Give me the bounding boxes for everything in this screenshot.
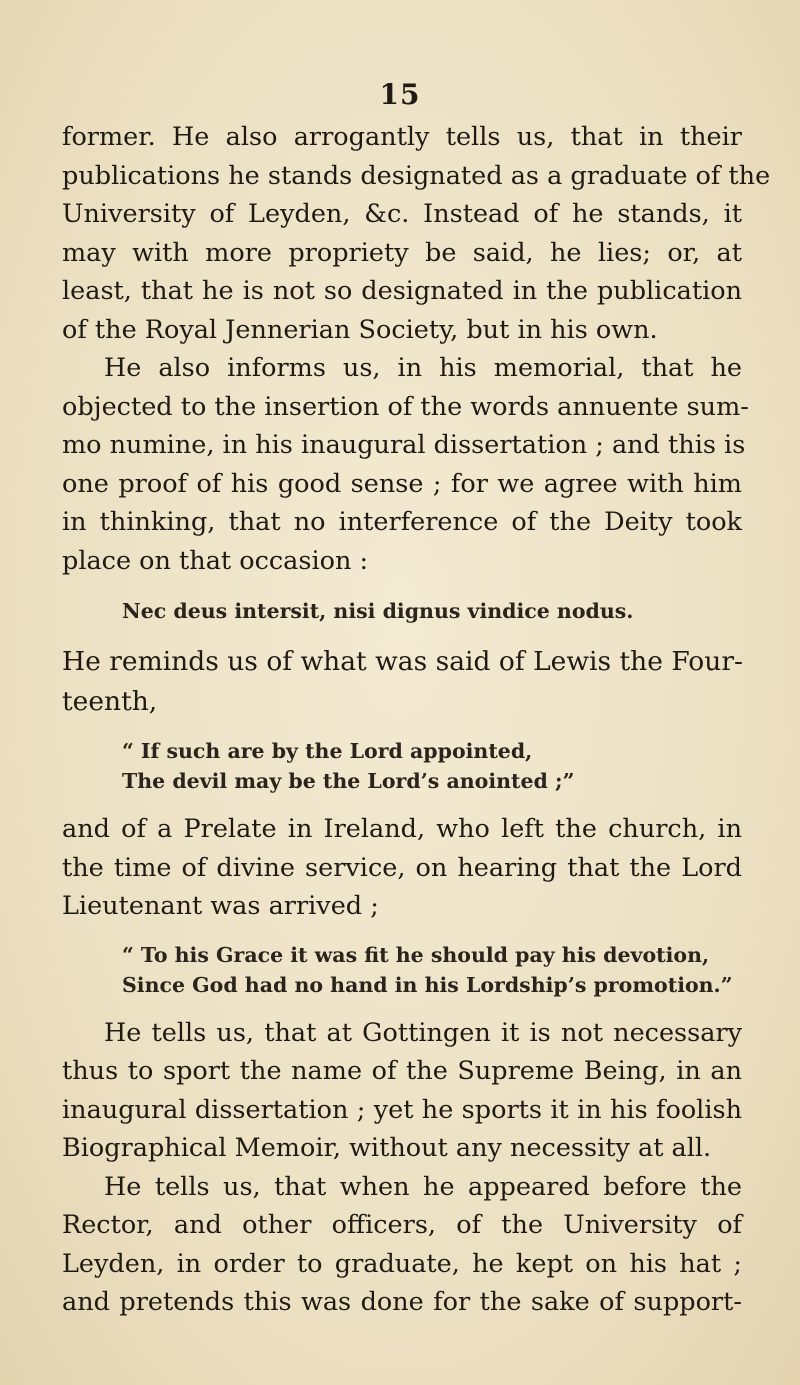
- verse-quote-2: [122, 940, 742, 1000]
- text-line: inaugural dissertation ; yet he sports it in his foolish: [62, 1094, 742, 1125]
- text-line: of the Royal Jennerian Society, but in his own.: [62, 314, 658, 345]
- verse-quote-1: [122, 736, 742, 796]
- text-line: in thinking, that no interference of the Deity took: [62, 507, 742, 537]
- text-line: place on that occasion :: [62, 545, 369, 576]
- quote-line: Since God had no hand in his Lordship’s promotion.”: [122, 972, 733, 997]
- text-line: Lieutenant was arrived ;: [62, 891, 379, 921]
- paragraph-5: [62, 1014, 742, 1168]
- page-number: 15: [379, 78, 421, 111]
- text-line: Biographical Memoir, without any necessity at all.: [62, 1133, 712, 1163]
- text-line: may with more propriety be said, he lies; or, at: [62, 237, 742, 268]
- quote-line: The devil may be the Lord’s anointed ;”: [122, 769, 575, 793]
- text-line: objected to the insertion of the words annuente sum-: [62, 391, 749, 422]
- text-line: He reminds us of what was said of Lewis the Four-: [62, 646, 743, 677]
- text-line: He also informs us, in his memorial, that he: [104, 353, 742, 383]
- paragraph-4: [62, 810, 742, 926]
- text-line: mo numine, in his inaugural dissertation ; and this is: [62, 430, 746, 460]
- text-line: least, that he is not so designated in the publication: [62, 276, 742, 306]
- paragraph-1: [62, 118, 771, 349]
- text-line: He tells us, that when he appeared before the: [104, 1171, 742, 1202]
- quote-line: Nec deus intersit, nisi dignus vindice nodus.: [122, 599, 634, 623]
- text-line: Rector, and other officers, of the University of: [62, 1210, 742, 1240]
- text-line: University of Leyden, &c. Instead of he stands, it: [62, 199, 742, 229]
- text-line: He tells us, that at Gottingen it is not necessary: [104, 1017, 742, 1048]
- text-line: former. He also arrogantly tells us, that in their: [62, 122, 742, 152]
- paragraph-2: [62, 349, 749, 580]
- paragraph-3: [62, 642, 742, 722]
- text-line: Leyden, in order to graduate, he kept on his hat ;: [62, 1248, 742, 1279]
- body-text: [62, 118, 771, 1322]
- paragraph-6: [62, 1168, 742, 1322]
- text-line: teenth,: [62, 686, 158, 717]
- text-line: thus to sport the name of the Supreme Being, in an: [62, 1056, 742, 1086]
- latin-quote: [122, 596, 742, 626]
- text-line: and pretends this was done for the sake of support-: [62, 1287, 742, 1317]
- quote-line: “ To his Grace it was fit he should pay his devotion,: [122, 942, 710, 967]
- text-line: publications he stands designated as a graduate of the: [62, 160, 771, 191]
- text-line: one proof of his good sense ; for we agree with him: [62, 468, 742, 499]
- text-line: the time of divine service, on hearing that the Lord: [62, 852, 742, 883]
- quote-line: “ If such are by the Lord appointed,: [122, 739, 533, 763]
- text-line: and of a Prelate in Ireland, who left the church, in: [62, 814, 742, 844]
